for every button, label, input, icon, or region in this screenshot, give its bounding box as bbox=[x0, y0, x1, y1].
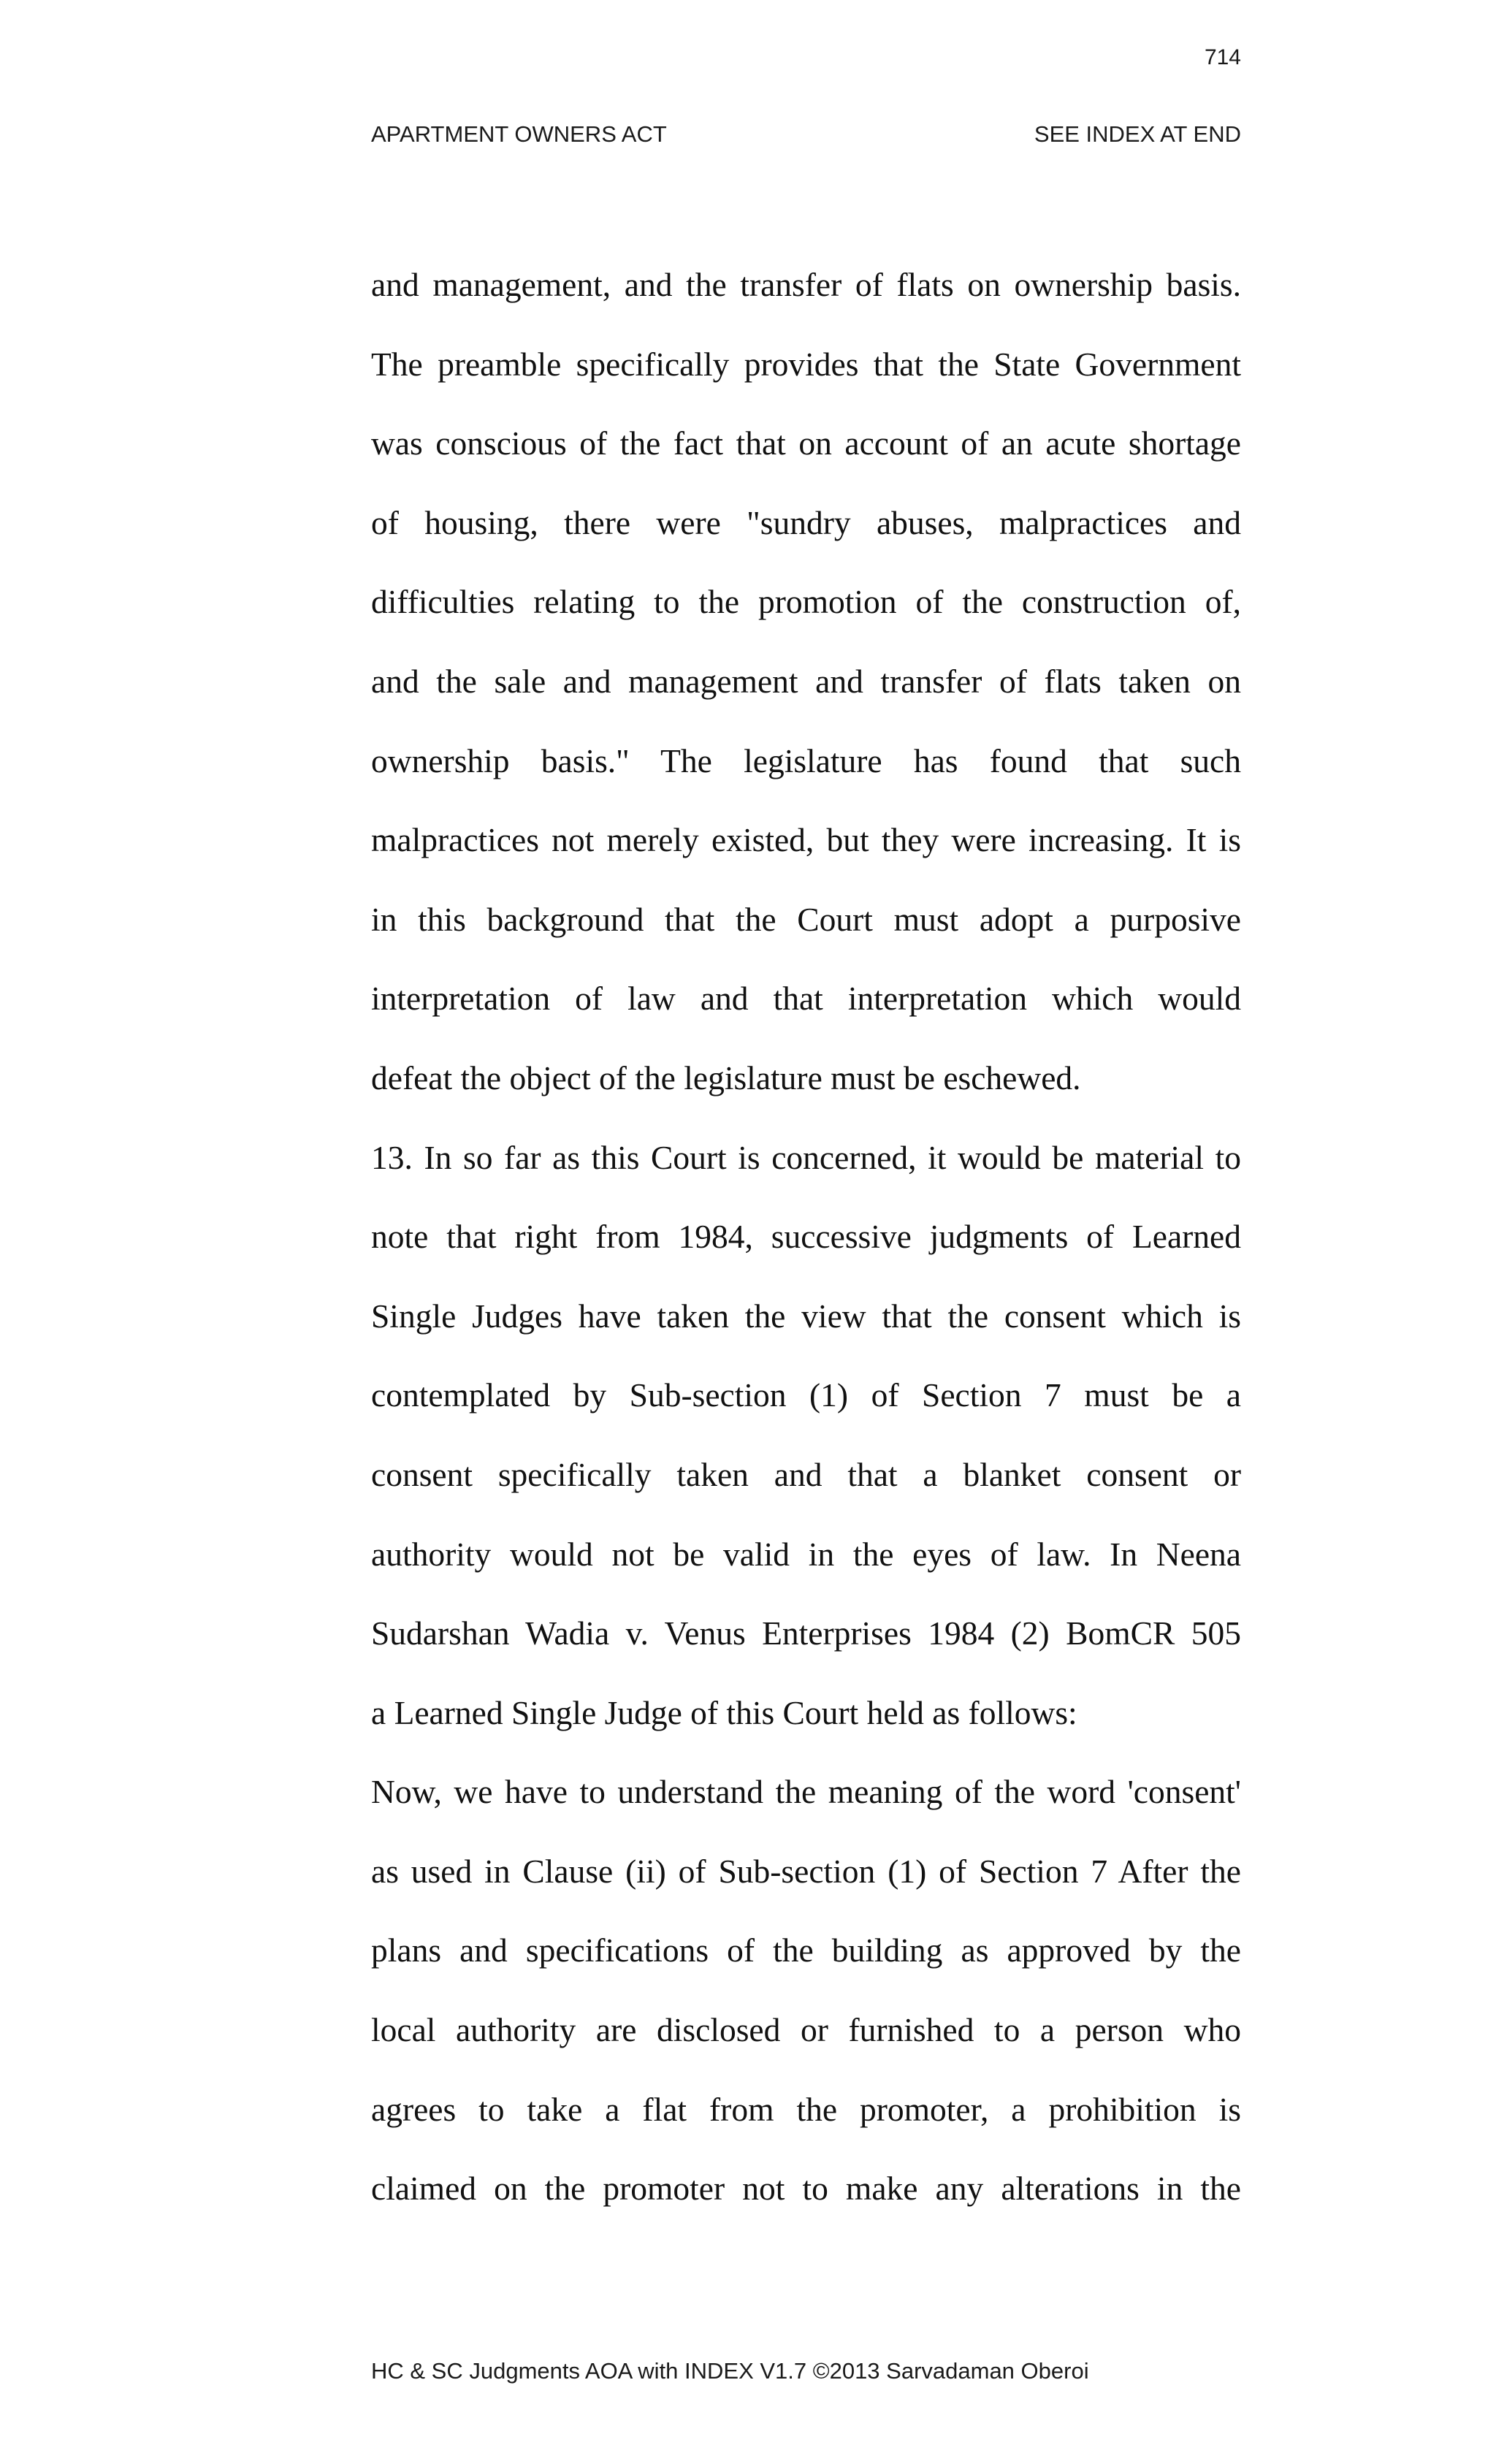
text-line: local authority are disclosed or furnished to a person who bbox=[371, 2011, 1241, 2049]
text-line: plans and specifications of the building as approved by the bbox=[371, 1931, 1241, 1969]
header-title: APARTMENT OWNERS ACT bbox=[371, 121, 667, 147]
text-line: and the sale and management and transfer of flats taken on bbox=[371, 662, 1241, 700]
body-text bbox=[371, 260, 1241, 2243]
text-line: in this background that the Court must adopt a purposive bbox=[371, 900, 1241, 938]
text-line: agrees to take a flat from the promoter, a prohibition is bbox=[371, 2090, 1241, 2128]
text-line: a Learned Single Judge of this Court held as follows: bbox=[371, 1693, 1077, 1731]
header-index-note: SEE INDEX AT END bbox=[1034, 121, 1241, 147]
text-line: interpretation of law and that interpretation which would bbox=[371, 980, 1241, 1018]
text-line: and management, and the transfer of flats on ownership basis. bbox=[371, 266, 1241, 303]
text-line: Sudarshan Wadia v. Venus Enterprises 1984 (2) BomCR 505 bbox=[371, 1614, 1241, 1652]
text-line: difficulties relating to the promotion of the construction of, bbox=[371, 583, 1241, 621]
text-line: Single Judges have taken the view that the consent which is bbox=[371, 1297, 1241, 1335]
page-number: 714 bbox=[1204, 45, 1241, 69]
text-line: contemplated by Sub-section (1) of Section 7 must be a bbox=[371, 1376, 1241, 1414]
text-line: defeat the object of the legislature must be eschewed. bbox=[371, 1059, 1081, 1096]
text-line: as used in Clause (ii) of Sub-section (1) of Section 7 After the bbox=[371, 1852, 1241, 1890]
running-header bbox=[371, 121, 1241, 148]
text-line: consent specifically taken and that a blanket consent or bbox=[371, 1455, 1241, 1493]
text-line: malpractices not merely existed, but they were increasing. It is bbox=[371, 821, 1241, 859]
text-line: The preamble specifically provides that the State Government bbox=[371, 345, 1241, 383]
text-line: was conscious of the fact that on account of an acute shortage bbox=[371, 424, 1241, 462]
text-line: Now, we have to understand the meaning of the word 'consent' bbox=[371, 1773, 1241, 1811]
text-line: ownership basis." The legislature has found that such bbox=[371, 741, 1241, 779]
text-line: 13. In so far as this Court is concerned, it would be material to bbox=[371, 1138, 1241, 1176]
text-line: claimed on the promoter not to make any alterations in the bbox=[371, 2170, 1241, 2208]
text-line: authority would not be valid in the eyes of law. In Neena bbox=[371, 1535, 1241, 1573]
text-line: note that right from 1984, successive judgments of Learned bbox=[371, 1218, 1241, 1256]
footer-copyright: HC & SC Judgments AOA with INDEX V1.7 ©2013 Sarvadaman Oberoi bbox=[371, 2358, 1089, 2384]
text-line: of housing, there were "sundry abuses, malpractices and bbox=[371, 503, 1241, 541]
